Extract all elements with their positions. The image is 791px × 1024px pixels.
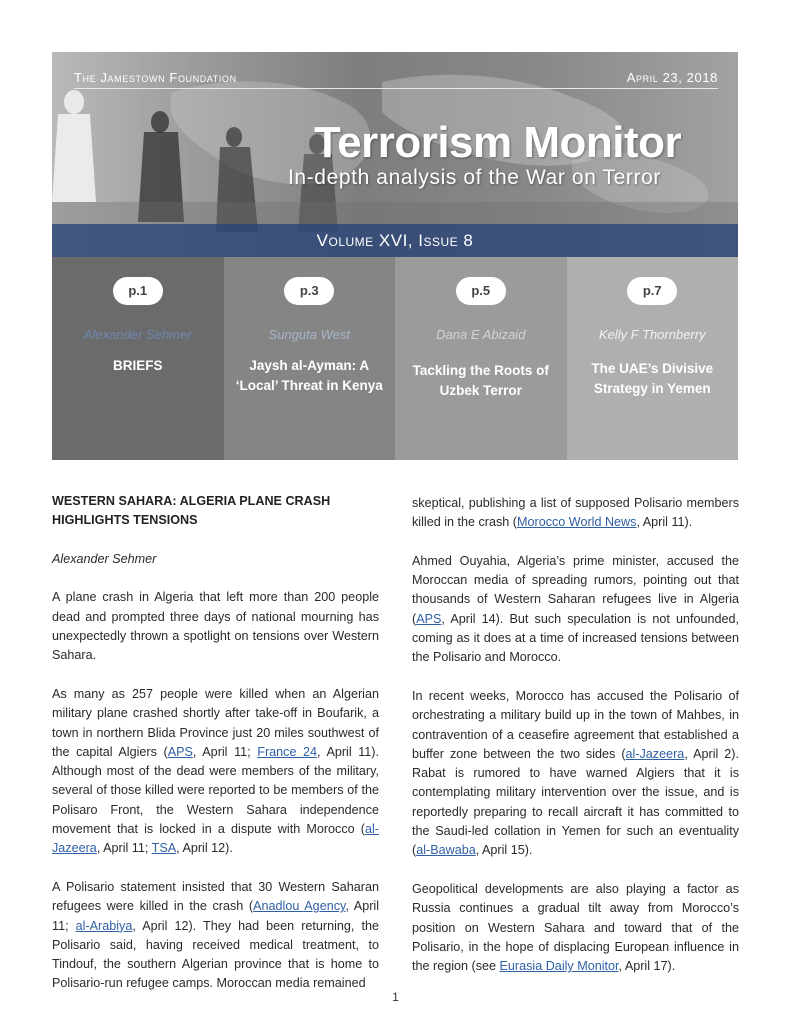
- article-paragraph: A Polisario statement insisted that 30 Western Saharan refugees were killed in the crash (Anadlou Agency, April 11; al-Arabiya, April 12). They had been returning, the Polisario said, having received medical treatment, to Tindouf, the southern Algerian province that is home to Polisario-run refugee camps. Moroccan media remained: [52, 879, 379, 991]
- article-byline: Alexander Sehmer: [52, 551, 157, 566]
- volume-issue: Volume XVI, Issue 8: [52, 224, 738, 257]
- publisher-name: The Jamestown Foundation: [74, 70, 237, 85]
- toc-title: The UAE’s Divisive Strategy in Yemen: [591, 361, 714, 396]
- toc-author: Sunguta West: [268, 327, 350, 342]
- toc-author: Dana E Abizaid: [436, 327, 526, 342]
- article-column-left: [52, 492, 379, 994]
- toc-author: Kelly F Thornberry: [598, 327, 706, 342]
- toc-item[interactable]: [224, 257, 396, 460]
- publication-subtitle: In-depth analysis of the War on Terror: [288, 166, 661, 189]
- source-link[interactable]: Eurasia Daily Monitor: [499, 959, 619, 974]
- article-paragraph: As many as 257 people were killed when an Algerian military plane crashed shortly after take-off in Boufarik, a town in northern Blida Province just 20 miles southwest of the capital Algiers (APS, April 11; France 24, April 11). Although most of the dead were members of the military, several of those killed were reported to be members of the Polisaro Front, the Western Sahara independence movement that is locked in a dispute with Morocco (al-Jazeera, April 11; TSA, April 12).: [52, 686, 379, 856]
- toc-item[interactable]: [567, 257, 739, 460]
- toc-item[interactable]: [52, 257, 224, 460]
- source-link[interactable]: al-Jazeera: [52, 822, 379, 856]
- source-link[interactable]: Morocco World News: [517, 515, 637, 530]
- toc-page-badge: p.1: [113, 277, 163, 305]
- source-link[interactable]: al-Bawaba: [416, 843, 476, 858]
- toc-page-badge: p.5: [456, 277, 506, 305]
- toc-item[interactable]: [395, 257, 567, 460]
- publication-title: Terrorism Monitor: [314, 118, 682, 167]
- toc-title: Tackling the Roots of Uzbek Terror: [412, 363, 549, 398]
- article-paragraph: In recent weeks, Morocco has accused the Polisario of orchestrating a military build up in the town of Mahbes, in contravention of a ceasefire agreement that established a buffer zone between the two sides (al-Jazeera, April 2). Rabat is rumored to have warned Algiers that it is contemplating military intervention over the issue, and is reportedly preparing to recall aircraft it has committed to the Saudi-led collation in Yemen for such an eventuality (al-Bawaba, April 15).: [412, 688, 739, 858]
- header-rule: [74, 88, 718, 89]
- source-link[interactable]: al-Jazeera: [625, 746, 685, 761]
- source-link[interactable]: Anadlou Agency: [253, 899, 346, 914]
- source-link[interactable]: APS: [167, 744, 193, 759]
- page-number: 1: [392, 990, 399, 1004]
- masthead-banner: [52, 52, 738, 257]
- source-link[interactable]: TSA: [151, 841, 177, 856]
- table-of-contents: [52, 257, 738, 460]
- source-link[interactable]: APS: [416, 611, 442, 626]
- toc-title: BRIEFS: [112, 358, 163, 373]
- toc-author: Alexander Sehmer: [83, 327, 192, 342]
- article-headline: WESTERN SAHARA: ALGERIA PLANE CRASH HIGHLIGHTS TENSIONS: [52, 494, 331, 528]
- article-column-right: [412, 494, 739, 976]
- article-paragraph: skeptical, publishing a list of supposed Polisario members killed in the crash (Morocco World News, April 11).: [412, 496, 739, 530]
- toc-page-badge: p.3: [284, 277, 334, 305]
- toc-page-badge: p.7: [627, 277, 677, 305]
- toc-title: Jaysh al-Ayman: A ‘Local’ Threat in Kenya: [235, 358, 383, 393]
- source-link[interactable]: al-Arabiya: [75, 918, 133, 933]
- article-paragraph: Geopolitical developments are also playing a factor as Russia continues a gradual tilt away from Morocco’s position on Western Sahara and toward that of the Polisario, in the hope of displacing European influence in the region (see Eurasia Daily Monitor, April 17).: [412, 881, 739, 974]
- source-link[interactable]: France 24: [257, 744, 318, 759]
- article-paragraph: A plane crash in Algeria that left more than 200 people dead and prompted three days of national mourning has unexpectedly thrown a spotlight on tensions over Western Sahara.: [52, 590, 379, 663]
- article-paragraph: Ahmed Ouyahia, Algeria’s prime minister, accused the Moroccan media of spreading rumors, pointing out that thousands of Western Saharan refugees live in Algeria (APS, April 14). But such speculation is not unfounded, coming as it does at a time of increased tensions between the Polisario and Morocco.: [412, 553, 739, 665]
- issue-date: April 23, 2018: [626, 70, 718, 85]
